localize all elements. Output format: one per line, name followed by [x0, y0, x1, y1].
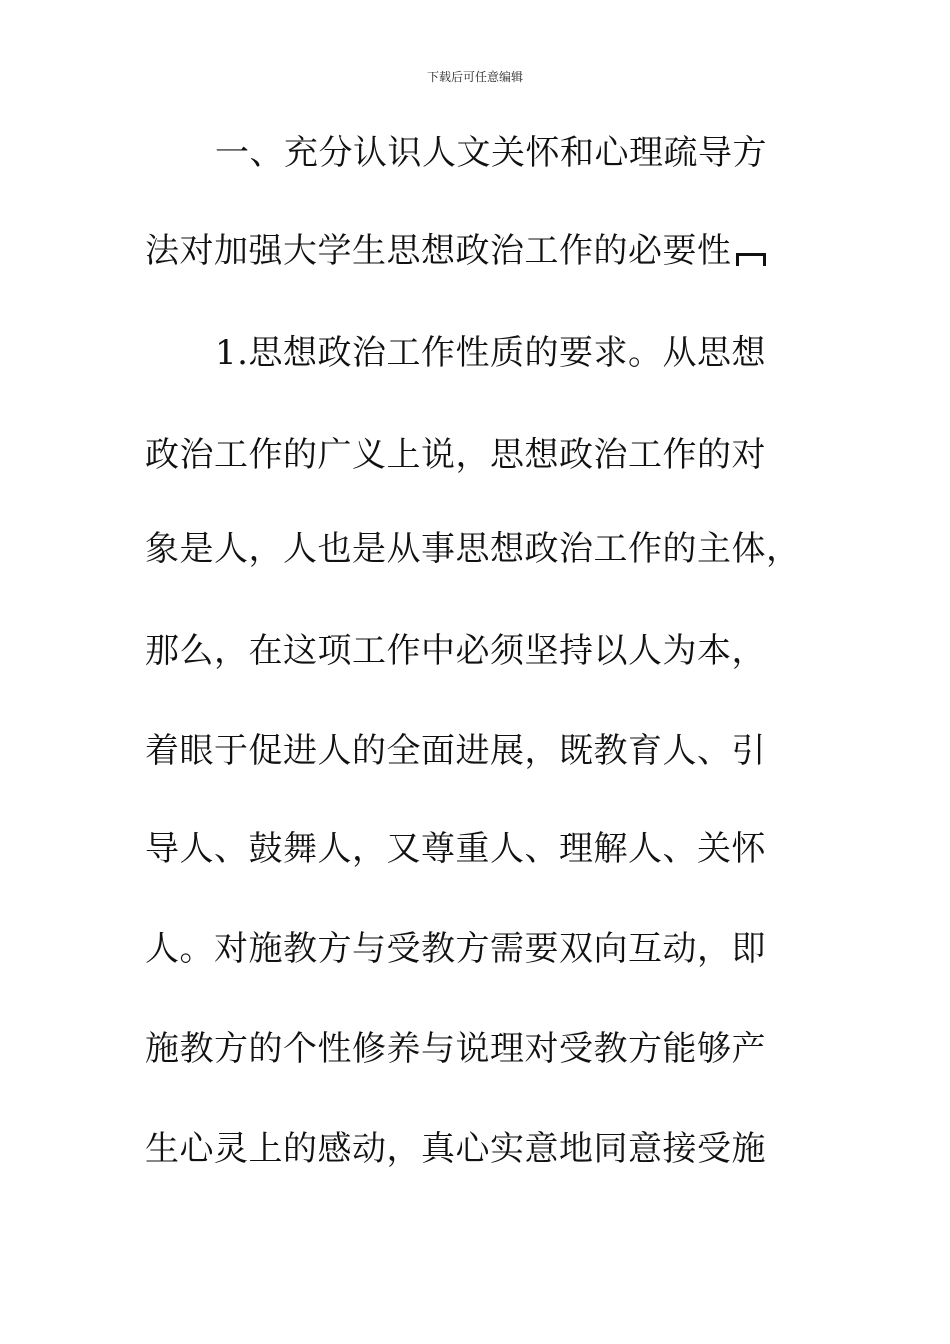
paragraph-line-1: 1.思想政治工作性质的要求。从思想 — [215, 333, 766, 373]
paragraph-line-2: 政治工作的广义上说，思想政治工作的对 — [145, 435, 766, 475]
section-heading-line-2-text: 法对加强大学生思想政治工作的必要性 — [145, 231, 732, 271]
paragraph-line-6: 导人、鼓舞人，又尊重人、理解人、关怀 — [145, 829, 766, 869]
paragraph-line-7: 人。对施教方与受教方需要双向互动，即 — [145, 929, 766, 969]
bracket-mark-icon — [736, 253, 766, 266]
paragraph-line-8: 施教方的个性修养与说理对受教方能够产 — [145, 1029, 766, 1069]
section-heading-line-2 — [145, 231, 766, 271]
section-heading-line-1: 一、充分认识人文关怀和心理疏导方 — [215, 133, 767, 173]
header-note: 下载后可任意编辑 — [426, 70, 523, 84]
paragraph-line-4: 那么，在这项工作中必须坚持以人为本， — [145, 631, 766, 671]
paragraph-line-9: 生心灵上的感动，真心实意地同意接受施 — [145, 1129, 766, 1169]
paragraph-line-5: 着眼于促进人的全面进展，既教育人、引 — [145, 731, 766, 771]
paragraph-line-3: 象是人，人也是从事思想政治工作的主体， — [145, 529, 801, 569]
